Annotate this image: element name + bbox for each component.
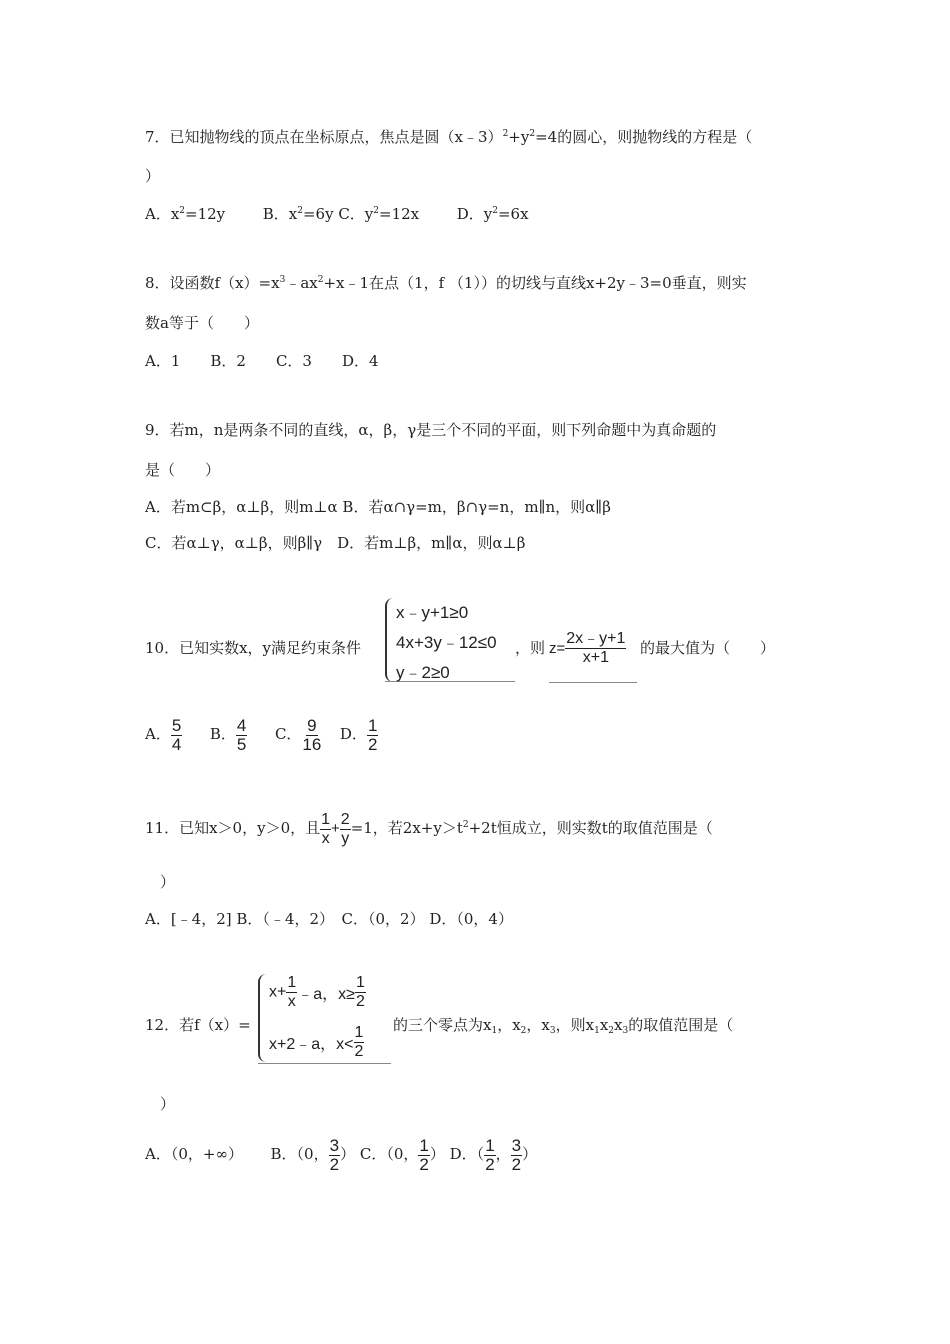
q12-option-a: A．（0，+∞） [145,1145,243,1163]
q12-stem-a: 12．若f（x）= [145,1016,251,1034]
q7-option-c: C．$y^2=12x$ [338,205,420,223]
q12-piece-1: x+ $\frac{1}{x}$ ﹣a，x≥ $\frac{1}{2}$ [269,974,365,1010]
q12-brace [258,974,268,1062]
q9-options-cd: C．若α⊥γ，α⊥β，则β∥γ D．若m⊥β，m∥α，则α⊥β [145,534,526,552]
q10-brace [385,598,395,682]
q10-options [145,712,378,756]
q10-option-b: B． $\frac{4}{5}$ [209,715,247,754]
q7-options [145,204,529,224]
q10-option-d: D． $\frac{1}{2}$ [339,715,378,754]
q10-objective: z= $\frac{2x﹣y+1}{x+1}$ [549,630,626,666]
q8-options: A．1 B．2 C．3 D．4 [145,352,379,370]
q12-option-d: D．（ $\frac{1}{2}$ ， $\frac{3}{2}$ ） [449,1135,538,1174]
q7-option-a: A．$x^2=12y$ [145,205,226,223]
q9-stem: 9．若m，n是两条不同的直线，α，β，γ是三个不同的平面，则下列命题中为真命题的 [145,421,717,439]
q12-stem-close: ） [160,1095,176,1113]
q11-stem-close: ） [160,873,176,891]
q10-option-c: C． $\frac{9}{16}$ [274,715,322,754]
q10-objective-underline [549,682,637,683]
q8-stem: 8．设函数$f(x)=x^3﹣ax^2+x﹣1$在点（1，f （1））的切线与直线x+2y﹣3=0垂直，则实 [145,274,747,292]
q10-constraint-3: y﹣2≥0 [396,663,450,682]
q10-stem-a: 10．已知实数x，y满足约束条件 [145,639,362,657]
q7-stem-close: ） [145,167,161,185]
q10-option-a: A． $\frac{5}{4}$ [145,715,182,754]
q7-stem: 7．已知抛物线的顶点在坐标原点，焦点是圆$(x﹣3)^2+y^2=4$的圆心，则抛物线的方程是（ [145,128,753,146]
q8-stem-line2: 数a等于（ ） [145,314,259,332]
q12-piecewise-underline [258,1063,391,1064]
q12-options [145,1132,537,1176]
q12-option-c: C．（0， $\frac{1}{2}$ ） [359,1135,445,1174]
q9-options-ab: A．若m⊂β，α⊥β，则m⊥α B．若α∩γ=m，β∩γ=n，m∥n，则α∥β [145,498,611,516]
q11-options: A．[﹣4，2] B．（﹣4，2） C．（0，2） D．（0，4） [145,910,513,928]
q10-constraint-1: x﹣y+1≥0 [396,603,469,622]
q10-stem-b: ，则 [515,639,546,657]
q12-piece-2: x+2﹣a，x< $\frac{1}{2}$ [269,1024,364,1060]
q12-stem-b: 的三个零点为$x_1$，$x_2$，$x_3$，则$x_1x_2x_3$的取值范围是（ [393,1016,734,1036]
q10-constraint-2: 4x+3y﹣12≤0 [396,633,497,652]
q7-option-d: D．$y^2=6x$ [456,205,529,223]
q12-option-b: B．（0， $\frac{3}{2}$ ） [270,1135,356,1174]
q10-stem-c: 的最大值为（ ） [640,639,776,657]
q9-stem-line2: 是（ ） [145,461,221,479]
q7-option-b: B．$x^2=6y$ [262,205,334,223]
q11-stem: 11．已知x＞0，y＞0，且 $\frac{1}{x}$ + $\frac{2}{y}$ =1，若$2x+y>t^2+2t$恒成立，则实数t的取值范围是（ [145,810,713,847]
